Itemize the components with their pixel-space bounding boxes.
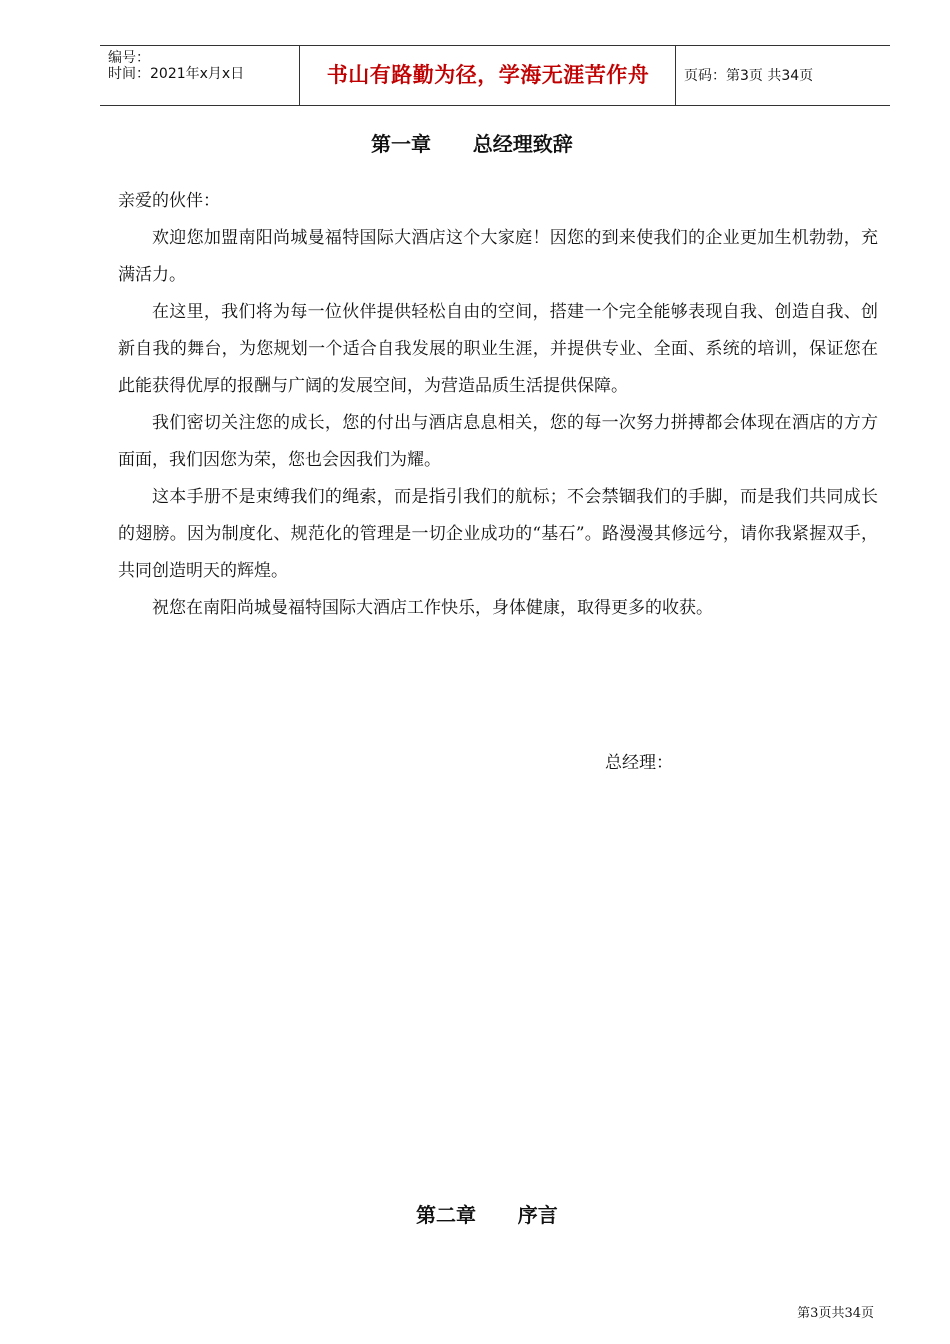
page-header	[100, 45, 890, 106]
header-meta-cell	[100, 46, 300, 105]
date-label: 时间：2021年x月x日	[108, 66, 245, 82]
header-page-cell	[676, 46, 890, 105]
page-footer: 第3页共34页	[797, 1306, 874, 1321]
chapter-1-body	[118, 183, 878, 627]
paragraph-welcome: 欢迎您加盟南阳尚城曼福特国际大酒店这个大家庭！因您的到来使我们的企业更加生机勃勃，充满活力。	[118, 228, 878, 285]
paragraph-growth: 我们密切关注您的成长，您的付出与酒店息息相关，您的每一次努力拼搏都会体现在酒店的方方面面，我们因您为荣，您也会因我们为耀。	[118, 413, 878, 470]
header-motto: 书山有路勤为径，学海无涯苦作舟	[326, 63, 650, 87]
header-page-number: 页码：第3页 共34页	[684, 68, 814, 84]
chapter-2-title: 第二章 序言	[416, 1203, 558, 1227]
paragraph-development: 在这里，我们将为每一位伙伴提供轻松自由的空间，搭建一个完全能够表现自我、创造自我、创新自我的舞台，为您规划一个适合自我发展的职业生涯，并提供专业、全面、系统的培训，保证您在此能获得优厚的报酬与广阔的发展空间，为营造品质生活提供保障。	[118, 302, 878, 396]
header-motto-cell	[300, 46, 676, 105]
paragraph-handbook: 这本手册不是束缚我们的绳索，而是指引我们的航标；不会禁锢我们的手脚，而是我们共同成长的翅膀。因为制度化、规范化的管理是一切企业成功的“基石”。路漫漫其修远兮，请你我紧握双手，共同创造明天的辉煌。	[118, 487, 878, 581]
salutation: 亲爱的伙伴：	[118, 191, 220, 211]
signature-label: 总经理：	[605, 753, 673, 773]
serial-number-label: 编号：	[108, 50, 150, 66]
chapter-1-title: 第一章 总经理致辞	[371, 132, 573, 156]
paragraph-wishes: 祝您在南阳尚城曼福特国际大酒店工作快乐，身体健康，取得更多的收获。	[152, 598, 713, 618]
